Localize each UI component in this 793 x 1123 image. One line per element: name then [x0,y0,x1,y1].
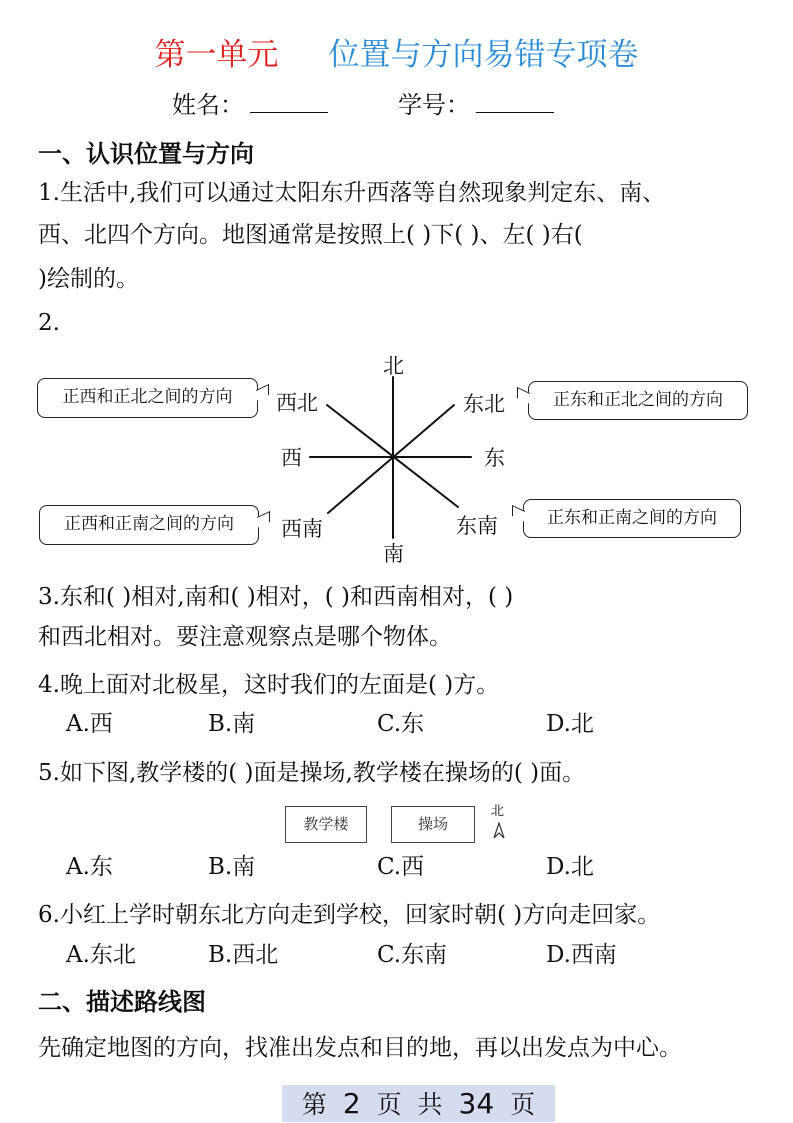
compass-west: 西 [281,446,302,470]
id-label: 学号： [398,91,470,119]
north-arrow-icon [492,822,506,840]
unit-label: 第一单元 [154,37,279,73]
q6-stem: 6.小红上学时朝东北方向走到学校，回家时朝( )方向走回家。 [38,902,661,928]
q1-line3: )绘制的。 [38,266,139,292]
q6-option-a[interactable]: A.东北 [66,942,136,968]
page-suffix: 页 [510,1090,536,1119]
section-2-text: 先确定地图的方向，找准出发点和目的地，再以出发点为中心。 [38,1035,682,1061]
compass-southeast: 东南 [456,514,498,538]
compass-northwest: 西北 [276,391,318,415]
playground-box: 操场 [391,806,475,843]
q4-option-d[interactable]: D.北 [546,711,594,737]
north-arrow-label: 北 [491,804,505,819]
q4-option-b[interactable]: B.南 [208,711,256,737]
compass-north: 北 [383,354,404,378]
q5-option-a[interactable]: A.东 [66,854,113,880]
q1-line1: 1.生活中,我们可以通过太阳东升西落等自然现象判定东、南、 [38,180,666,206]
bubble-southwest: 正西和正南之间的方向 [39,505,259,545]
compass-south: 南 [383,542,404,566]
q3-line1: 3.东和( )相对,南和( )相对，( )和西南相对，( ) [38,584,514,610]
q5-option-c[interactable]: C.西 [377,854,425,880]
q5-option-d[interactable]: D.北 [546,854,594,880]
q4-option-a[interactable]: A.西 [66,711,113,737]
page-middle: 页 共 [376,1090,443,1119]
q3-line2: 和西北相对。要注意观察点是哪个物体。 [38,624,452,650]
q4-stem: 4.晚上面对北极星，这时我们的左面是( )方。 [38,672,500,698]
total-pages: 34 [458,1087,495,1120]
name-label: 姓名： [172,91,244,119]
section-1-heading: 一、认识位置与方向 [38,140,254,168]
q2-number: 2. [38,310,60,336]
bubble-northwest: 正西和正北之间的方向 [37,378,258,418]
compass-northeast: 东北 [463,392,505,416]
current-page: 2 [342,1087,361,1120]
page-indicator [282,1085,555,1122]
bubble-northeast: 正东和正北之间的方向 [528,381,748,420]
bubble-southeast: 正东和正南之间的方向 [523,499,741,538]
compass-southwest: 西南 [281,517,323,541]
teaching-building-box: 教学楼 [285,806,367,843]
q4-option-c[interactable]: C.东 [377,711,425,737]
q5-option-b[interactable]: B.南 [208,854,256,880]
q6-option-d[interactable]: D.西南 [546,942,617,968]
q6-option-c[interactable]: C.东南 [377,942,448,968]
page-prefix: 第 [301,1090,327,1119]
q1-line2: 西、北四个方向。地图通常是按照上( )下( )、左( )右( [38,222,583,248]
compass-east: 东 [484,446,505,470]
worksheet-title: 位置与方向易错专项卷 [328,37,639,73]
section-2-heading: 二、描述路线图 [38,988,206,1016]
q6-option-b[interactable]: B.西北 [208,942,279,968]
q5-stem: 5.如下图,教学楼的( )面是操场,教学楼在操场的( )面。 [38,760,586,786]
